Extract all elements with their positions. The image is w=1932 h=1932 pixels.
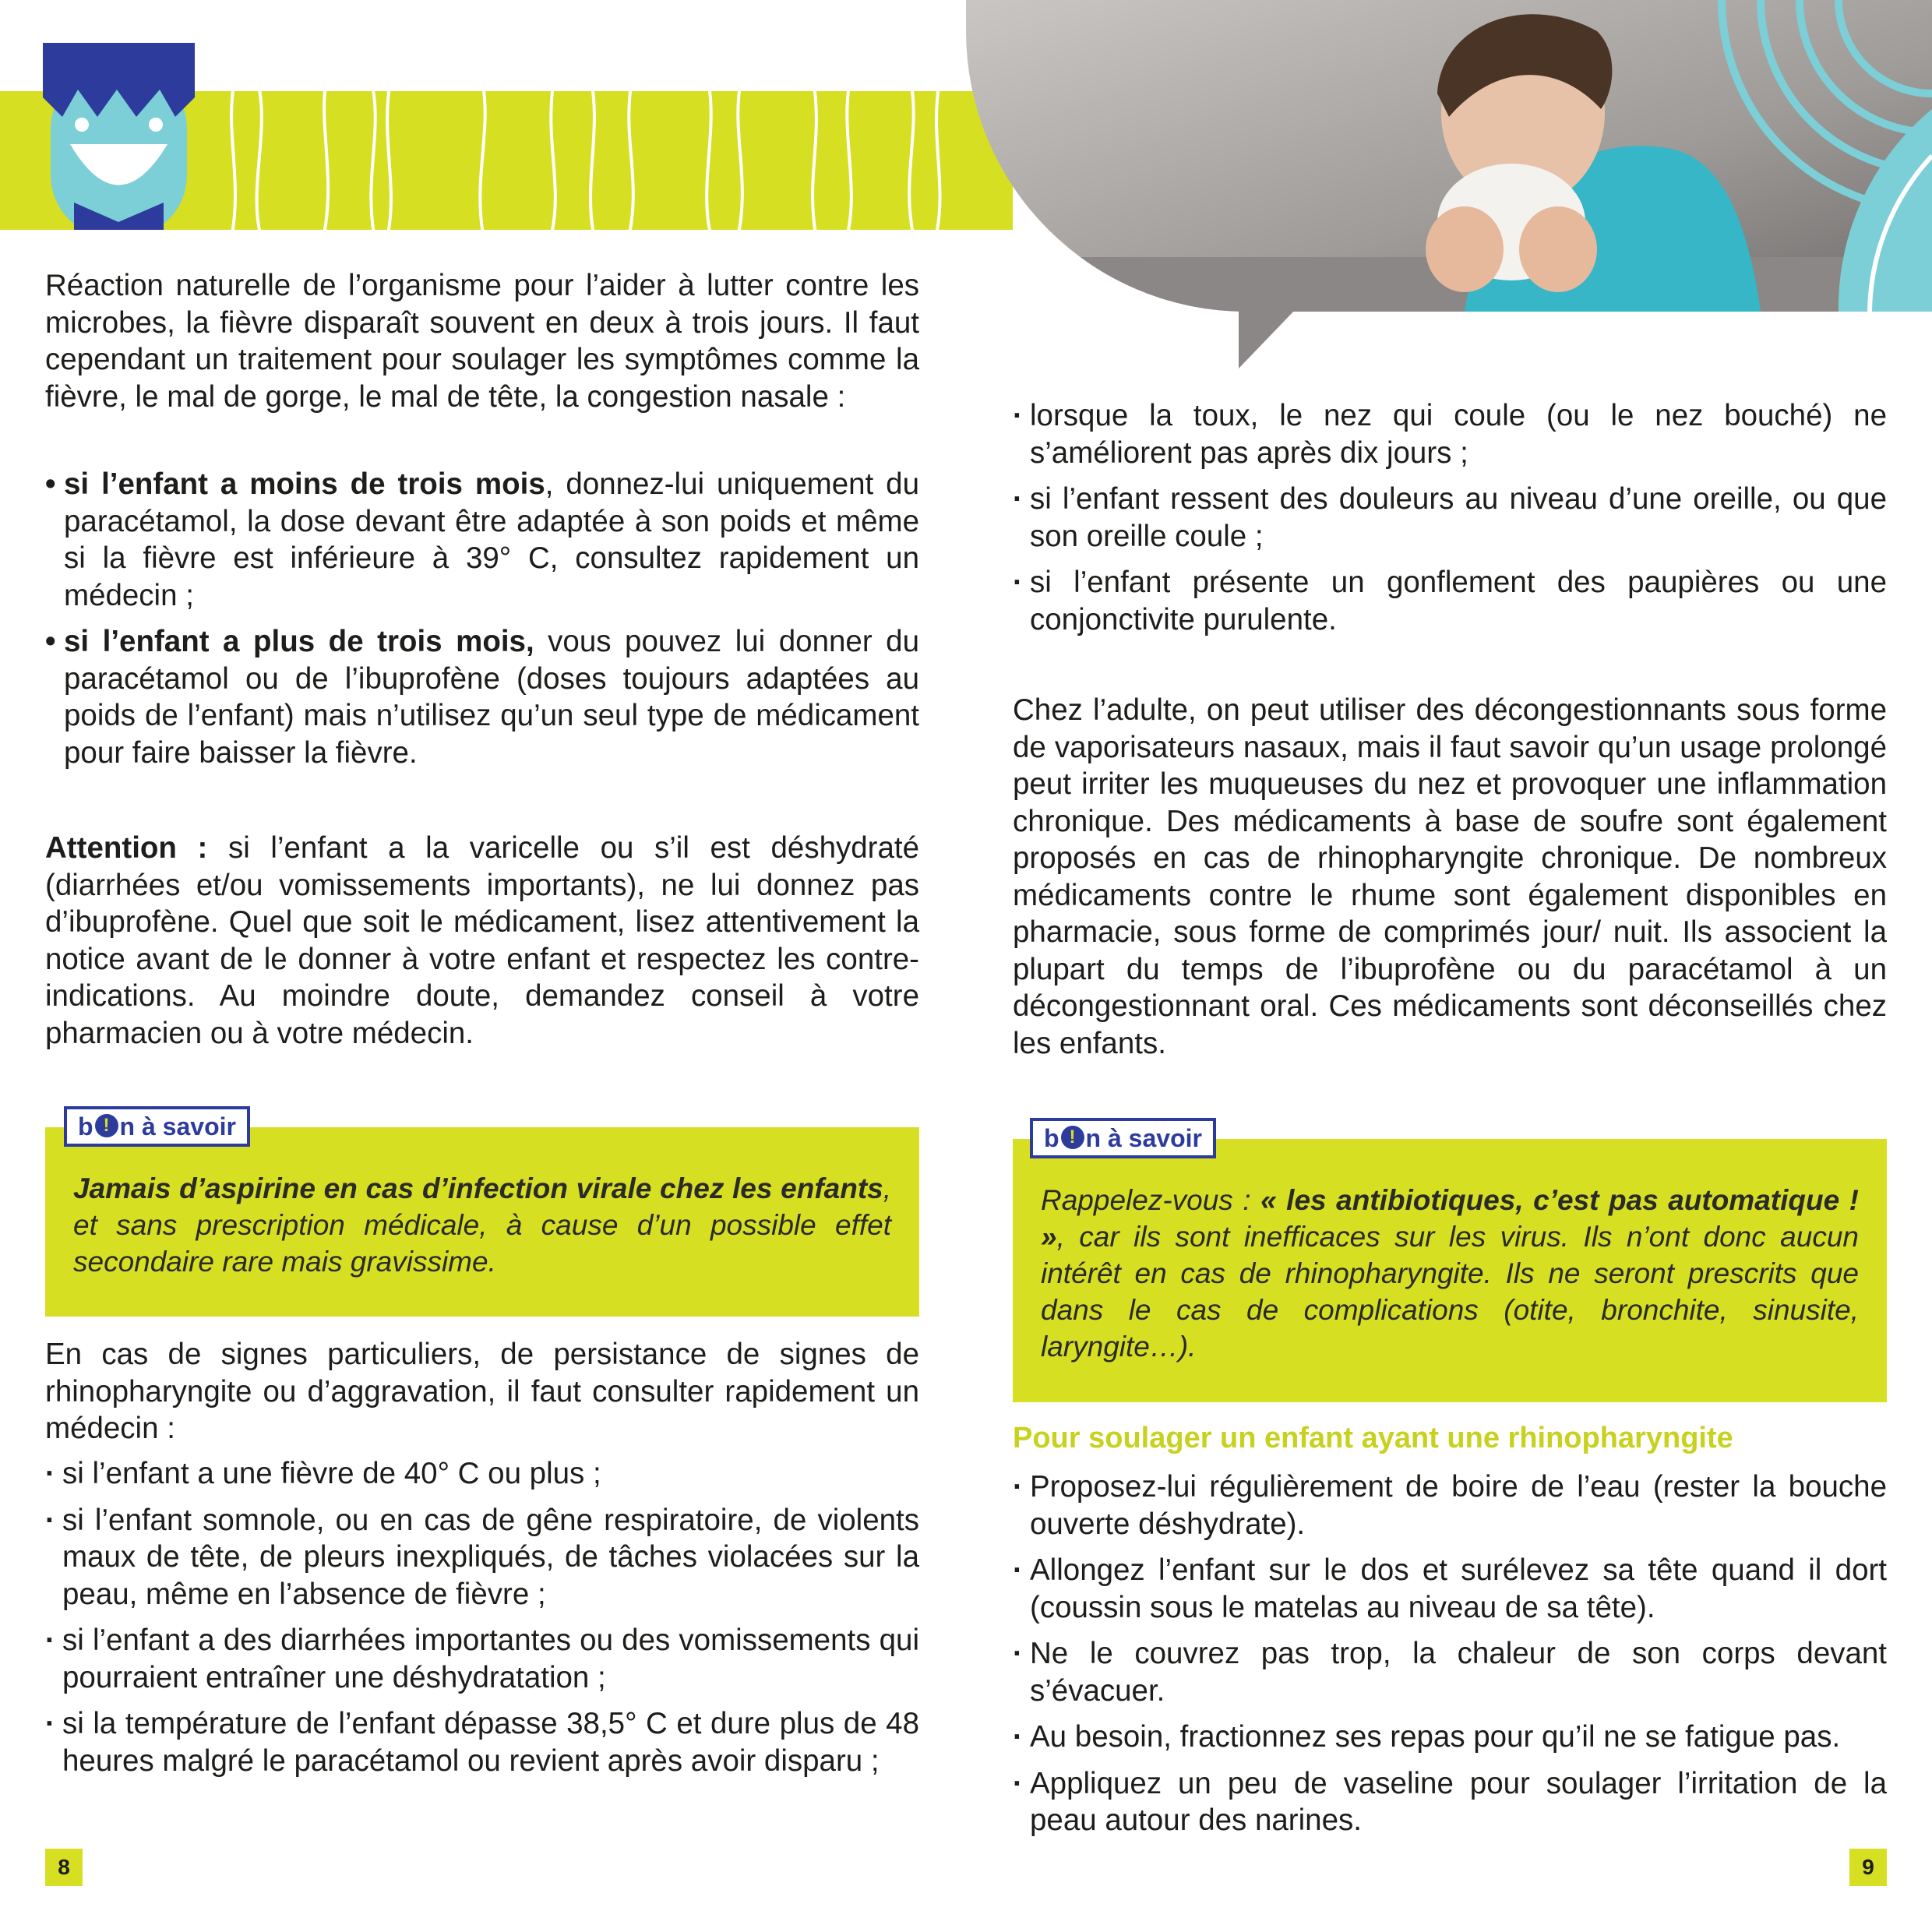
page-number-right: 9	[1849, 1849, 1887, 1886]
attention-label: Attention :	[45, 831, 208, 865]
intro-paragraph: Réaction naturelle de l’organisme pour l’aider à lutter contre les microbes, la fièvre disparaît souvent en deux à trois jours. Il faut cependant un traitement pour soulager les symptômes comme la fièvre, le mal de gorge, le mal de tête, la congestion nasale :	[45, 269, 919, 414]
list-item: · Allongez l’enfant sur le dos et surélevez sa tête quand il dort (coussin sous le matelas au niveau de sa tête).	[1013, 1552, 1887, 1626]
consult-list	[45, 1455, 919, 1779]
speech-tail-decoration	[1239, 308, 1301, 370]
callout-text: Rappelez-vous : « les antibiotiques, c’est pas automatique ! », car ils sont inefficaces sur les virus. Ils n’ont donc aucun intérêt en cas de rhinopharyngite. Ils ne seront prescrits que dans le cas de complications (otite, bronchite, sinusite, laryngite…).	[1041, 1184, 1859, 1363]
list-item: · Appliquez un peu de vaseline pour soulager l’irritation de la peau autour des narines.	[1013, 1765, 1887, 1839]
list-item: · si l’enfant ressent des douleurs au niveau d’une oreille, ou que son oreille coule ;	[1013, 481, 1887, 555]
good-to-know-callout	[45, 1127, 919, 1317]
exclamation-bubble-icon: !	[95, 1114, 118, 1137]
good-to-know-tag: b ! n à savoir	[64, 1106, 250, 1147]
good-to-know-tag: b ! n à savoir	[1030, 1118, 1216, 1158]
list-item: • si l’enfant a plus de trois mois, vous pouvez lui donner du paracétamol ou de l’ibuprofène (doses toujours adaptées au poids de l’enfant) mais n’utilisez qu’un seul type de médicament pour faire baisser la fièvre.	[45, 623, 919, 771]
tips-list	[1013, 1468, 1887, 1839]
section-heading: Pour soulager un enfant ayant une rhinopharyngite	[1013, 1422, 1733, 1454]
list-item: · si l’enfant a des diarrhées importantes ou des vomissements qui pourraient entraîner une déshydratation ;	[45, 1622, 919, 1696]
list-item: · si l’enfant a une fièvre de 40° C ou plus ;	[45, 1455, 919, 1493]
wavy-stripes-decoration	[226, 86, 966, 234]
smiling-face-mascot-icon	[43, 43, 195, 230]
adult-paragraph: Chez l’adulte, on peut utiliser des décongestionnants sous forme de vaporisateurs nasaux, mais il faut savoir qu’un usage prolongé peut irriter les muqueuses du nez et provoquer une inflammation chronique. Des médicaments à base de soufre sont également proposés en cas de rhinopharyngite chronique. De nombreux médicaments contre le rhume sont également disponibles en pharmacie, sous forme de comprimés jour/ nuit. Ils associent la plupart du temps de l’ibuprofène ou du paracétamol à un décongestionnant oral. Ces médicaments sont déconseillés chez les enfants.	[1013, 693, 1887, 1060]
list-item: · lorsque la toux, le nez qui coule (ou le nez bouché) ne s’améliorent pas après dix jours ;	[1013, 397, 1887, 471]
list-item: · Proposez-lui régulièrement de boire de l’eau (rester la bouche ouverte déshydrate).	[1013, 1468, 1887, 1542]
attention-paragraph: Attention : si l’enfant a la varicelle ou s’il est déshydraté (diarrhées et/ou vomissements importants), ne lui donnez pas d’ibuprofène. Quel que soit le médicament, lisez attentivement la notice avant de le donner à votre enfant et respectez les contre-indications. Au moindre doute, demandez conseil à votre pharmacien ou à votre médecin.	[45, 831, 919, 1050]
list-item: · si l’enfant présente un gonflement des paupières ou une conjonctivite purulente.	[1013, 564, 1887, 638]
consult-intro: En cas de signes particuliers, de persistance de signes de rhinopharyngite ou d’aggravation, il faut consulter rapidement un médecin :	[45, 1338, 919, 1445]
page-number-left: 8	[45, 1849, 83, 1886]
list-item: · si l’enfant somnole, ou en cas de gêne respiratoire, de violents maux de tête, de pleurs inexpliqués, de tâches violacées sur la peau, même en l’absence de fièvre ;	[45, 1502, 919, 1613]
exclamation-bubble-icon: !	[1061, 1126, 1084, 1149]
age-dosage-list	[45, 466, 919, 771]
list-item: · Ne le couvrez pas trop, la chaleur de son corps devant s’évacuer.	[1013, 1635, 1887, 1709]
list-item: · Au besoin, fractionnez ses repas pour qu’il ne se fatigue pas.	[1013, 1719, 1887, 1756]
consult-list-continued	[1013, 397, 1887, 638]
good-to-know-callout	[1013, 1139, 1887, 1402]
child-blowing-nose-photo	[966, 0, 1932, 312]
list-item: • si l’enfant a moins de trois mois, donnez-lui uniquement du paracétamol, la dose devant être adaptée à son poids et même si la fièvre est inférieure à 39° C, consultez rapidement un médecin ;	[45, 466, 919, 614]
list-item: · si la température de l’enfant dépasse 38,5° C et dure plus de 48 heures malgré le paracétamol ou revient après avoir disparu ;	[45, 1705, 919, 1779]
callout-text: Jamais d’aspirine en cas d’infection virale chez les enfants, et sans prescription médicale, à cause d’un possible effet secondaire rare mais gravissime.	[73, 1172, 891, 1278]
